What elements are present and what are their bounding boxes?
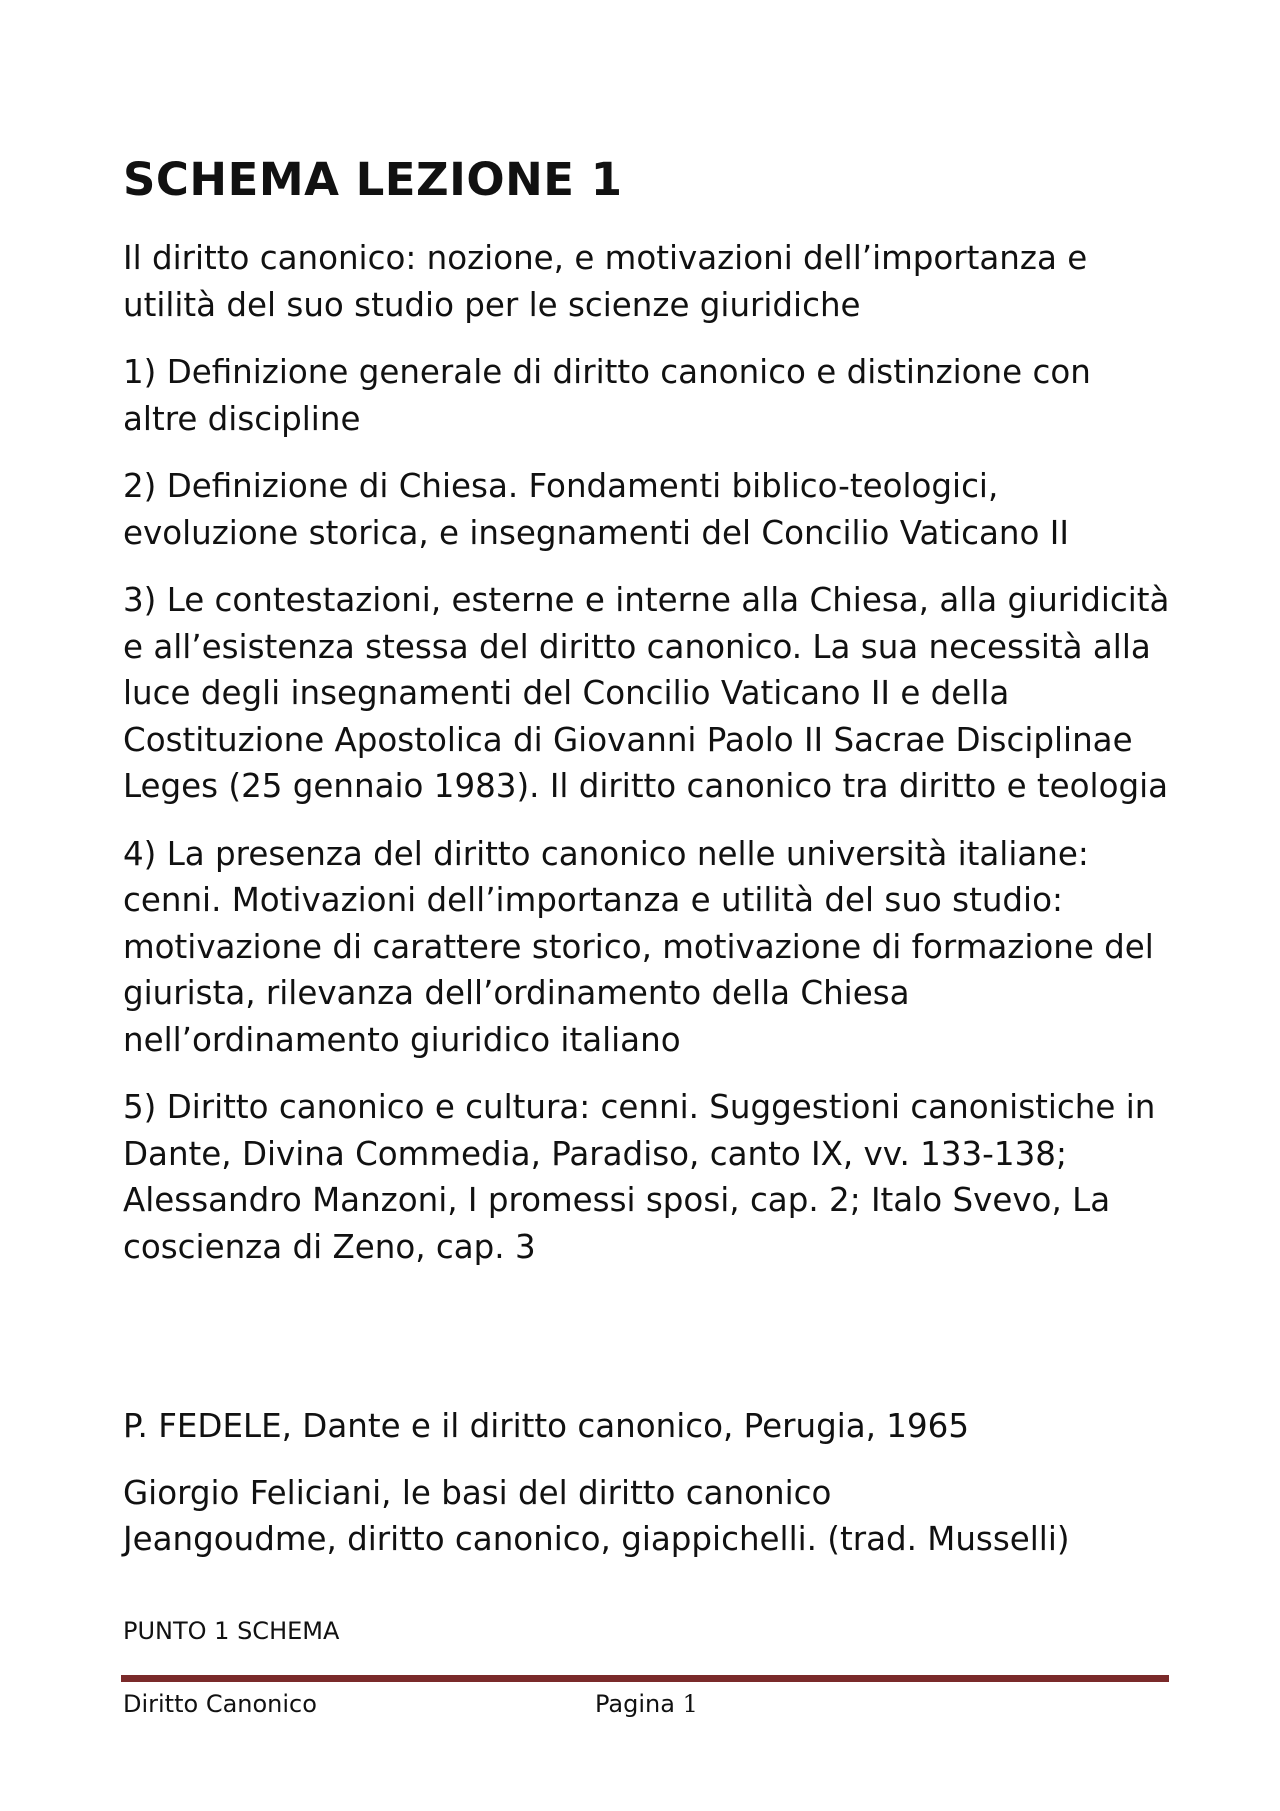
- schema-point-2: 2) Definizione di Chiesa. Fondamenti biblico-teologici, evoluzione storica, e insegnamenti del Concilio Vaticano II: [123, 467, 1069, 552]
- document-body: [123, 235, 1173, 1291]
- schema-point-5: 5) Diritto canonico e cultura: cenni. Suggestioni canonistiche in Dante, Divina Commedia, Paradiso, canto IX, vv. 133-138; Alessandro Manzoni, I promessi sposi, cap. 2; Italo Svevo, La coscienza di Zeno, cap. 3: [123, 1088, 1156, 1266]
- reference-item: Giorgio Feliciani, le basi del diritto canonico: [123, 1473, 832, 1512]
- footer-page-number: 1: [682, 1690, 698, 1718]
- footer-document-name: Diritto Canonico: [123, 1690, 317, 1718]
- schema-point-4: 4) La presenza del diritto canonico nelle università italiane: cenni. Motivazioni dell’importanza e utilità del suo studio: motivazione di carattere storico, motivazione di formazione del giurista, rilevanza dell’ordinamento della Chiesa nell’ordinamento giuridico italiano: [123, 834, 1154, 1059]
- references-list: [123, 1403, 1173, 1563]
- footer-page-label: Pagina: [595, 1690, 675, 1718]
- reference-spacer: [123, 1450, 1173, 1470]
- intro-paragraph: Il diritto canonico: nozione, e motivazioni dell’importanza e utilità del suo studio per le scienze giuridiche: [123, 239, 1088, 324]
- schema-point-1: 1) Definizione generale di diritto canonico e distinzione con altre discipline: [123, 353, 1091, 438]
- footer-divider: [121, 1675, 1169, 1682]
- schema-point-3: 3) Le contestazioni, esterne e interne alla Chiesa, alla giuridicità e all’esistenza stessa del diritto canonico. La sua necessità alla luce degli insegnamenti del Concilio Vaticano II e della Costituzione Apostolica di Giovanni Paolo II Sacrae Disciplinae Leges (25 gennaio 1983). Il diritto canonico tra diritto e teologia: [123, 581, 1170, 805]
- footer-page-indicator: [595, 1689, 698, 1719]
- reference-item: P. FEDELE, Dante e il diritto canonico, Perugia, 1965: [123, 1407, 970, 1445]
- reference-item: Jeangoudme, diritto canonico, giappichelli. (trad. Musselli): [123, 1520, 1070, 1558]
- section-note: PUNTO 1 SCHEMA: [123, 1617, 340, 1645]
- document-title: SCHEMA LEZIONE 1: [123, 153, 623, 206]
